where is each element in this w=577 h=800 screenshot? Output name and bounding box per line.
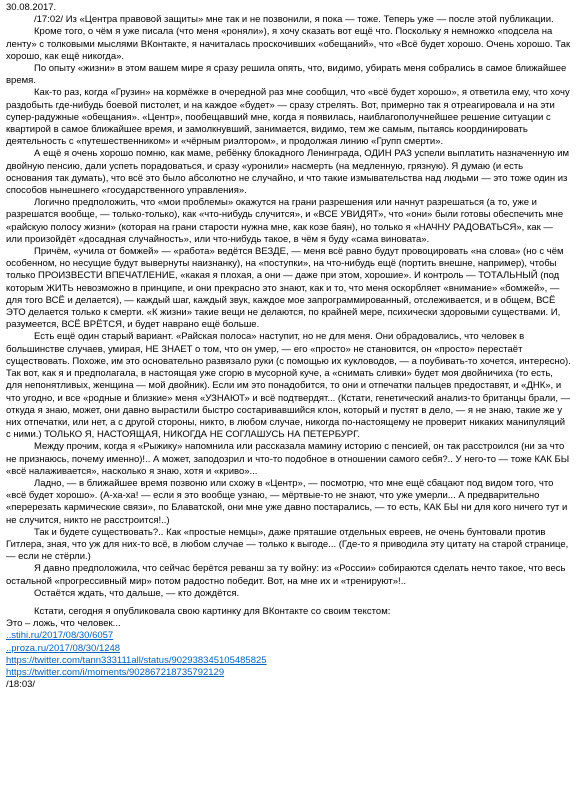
paragraph: Кроме того, о чём я уже писала (что меня «роняли»), я хочу сказать вот ещё что. Поскольку я немножко «подсела на ленту» с толковыми мыслями ВКонтакте, я начиталась проскочивших «обещаний», что «Всё будет хорошо. Очень хорошо. Так хорошо, как ещё никогда». — [6, 26, 571, 62]
paragraph: /17:02/ Из «Центра правовой защиты» мне так и не позвонили, я пока — тоже. Теперь уже — после этой публикации. — [34, 14, 554, 26]
paragraph: Причём, «учила от бомжей» — «работа» ведётся ВЕЗДЕ, — меня всё равно будут провоцировать «на слова» (но с чём особенном, но несущие будут вывернуты наизнанку), на «поступки», на что-нибудь ещё (портить внешне, например), чтобы только ПРОИЗВЕСТИ ВПЕЧАТЛЕНИЕ, «какая я плохая, а они — даже при этом, хорошие». И контроль — ТОТАЛЬНЫЙ (под которым ЖИТЬ невозможно в принципе, и они прекрасно это знают, как и то, что меня оскорбляет «внимание» «бомжей», — для того ВСЁ и делается), — каждый шаг, каждый звук, каждое мое запрограммированный, отслеживается, и в общем, ВСЁ ЭТО делается только к смерти. «К жизни» такие вещи не делаются, по крайней мере, психически здоровыми существами. И, разумеется, ВСЁ ВРЁТСЯ, и будет наврано ещё больше. — [6, 246, 564, 331]
paragraph: По опыту «жизни» в этом вашем мире я сразу решила опять, что, видимо, убирать меня собрались в самое ближайшее время. — [6, 63, 567, 87]
paragraph: Как-то раз, когда «Грузин» на кормёжке в очередной раз мне сообщил, что «всё будет хорошо», я ответила ему, что хочу раздобыть где-нибудь боевой пистолет, и на каждое «будет» — сразу стрелять. Вот, примерно так я отреагировала и на эти супер-радужные «обещания». «Центр», пообещавший мне, когда я появилась, наиблагополучнейшее решение ситуации с квартирой в самое ближайшее время, и замолкнувший, занимается, видимо, тем же самым, пытаясь координировать деятельность с «путешественником» и «чёрным риэлтором», и продолжая линию «Групп смерти». — [6, 87, 570, 148]
paragraph: Остаётся ждать, что дальше, — кто дождётся. — [34, 587, 240, 599]
paragraph: Между прочим, когда я «Рыжику» напомнила или рассказала мамину историю с пенсией, он так расстроился (ни за что не признаюсь, почему именно)!.. А может, заподозрил и что-то подобное в отношении самого себя?.. У него-то — тоже КАК БЫ «всё налаживается», насколько я знаю, хотя и «криво»... — [6, 441, 570, 477]
paragraph: Логично предположить, что «мои проблемы» окажутся на грани разрешения или начнут разрешаться (а то, уже и разрешатся вообще, — только-только), как «что-нибудь случится», и «ВСЕ УВИДЯТ», что «они» были готовы обеспечить мне «райскую полосу жизни» (которая на грани старости нужна мне, как козе баян), но только я «НАЧНУ РАДОВАТЬСЯ», как — или произойдёт «досадная случайность», или что-нибудь такое, в чём я буду «сама виновата». — [6, 197, 564, 245]
link-twitter-moments[interactable]: https://twitter.com/i/moments/902867218735792129 — [6, 666, 225, 678]
end-time: /18:03/ — [6, 679, 36, 691]
paragraph: Я давно предположила, что сейчас берётся реванш за ту войну: из «России» собираются сделать нечто такое, что весь остальной «прогрессивный мир» потом радостно победит. Вот, на мне их и «тренируют»!.. — [6, 563, 566, 587]
link-stihi[interactable]: ..stihi.ru/2017/08/30/6057 — [6, 630, 114, 642]
link-twitter-status[interactable]: https://twitter.com/tann333111all/status/902938345105485825 — [6, 654, 267, 666]
paragraph: Так и будете существовать?.. Как «простые немцы», даже пряташие отдельных евреев, не очень бунтовали против Гитлера, зная, что уж для них-то всё, в любом случае — только к выгоде... (Где-то я приводила эту цитату на старой странице, — если не стёрли.) — [6, 526, 569, 563]
document-date: 30.08.2017. — [6, 2, 57, 13]
paragraph: А ещё я очень хорошо помню, как маме, ребёнку блокадного Ленинграда, ОДИН РАЗ успели выплатить назначенную им двойную пенсию, дали успеть порадоваться, и сразу «уронили» насмерть (на медленную, грязную). Я думаю (и есть основания так думать), что всё это было абсолютно не случайно, и что такие измывательства над людьми — это тоже один из способов нынешнего «государственного управления». — [6, 148, 569, 197]
paragraph: Есть ещё один старый вариант. «Райская полоса» наступит, но не для меня. Они обрадовались, что человек в большинстве случаев, умирая, НЕ ЗНАЕТ о том, что он умер, — его «просто» не становится, он «просто» перестаёт существовать. Похоже, им это основательно развязало руки (с помощью их кукловодов, — а поубивать-то хочется, интересно). Так вот, как я и предполагала, в настоящая уже сгорю в мусорной куче, а «снимать сливки» будет моя двойничиха (то есть, для непонятливых, женщина — мой двойник). Если им это понадобится, то они и отпечатки пальцев предоставят, и «ДНК», и что угодно, и все «родные и близкие» меня «УЗНАЮТ» и всё подтвердят... (Кстати, генетический анализ-то британцы брали, — откуда я знаю, может, они давно вырастили быстро состаривавшийся клон, который и пустят в дело, — я не знаю, такие же у них отпечатки, или нет, а с другой стороны, никто, в любом случае, никогда по-настоящему не проверит никаких манипуляций с ними.) ТОЛЬКО Я, НАСТОЯЩАЯ, НИКОГДА НЕ СОГЛАШУСЬ НА ПЕТЕРБУРГ. — [6, 331, 571, 441]
footer-intro: Кстати, сегодня я опубликовала свою картинку для ВКонтакте со своим текстом: — [34, 605, 391, 617]
paragraph: Ладно, — в ближайшее время позвоню или схожу в «Центр», — посмотрю, что мне ещё сбацают под видом того, что «всё будет хорошо». (А-ха-ха! — если я это вообще узнаю, — мёртвые-то не знают, что уже умерли... А предварительно «перерезать кармические связи», по Блаватской, они мне уже давно постарались, — то есть, КАК БЫ ни для кого ничего тут и не случится, никто не расстроится!..) — [6, 477, 568, 526]
picture-caption: Это – ложь, что человек... — [6, 618, 121, 630]
link-proza[interactable]: ..proza.ru/2017/08/30/1248 — [6, 642, 121, 654]
